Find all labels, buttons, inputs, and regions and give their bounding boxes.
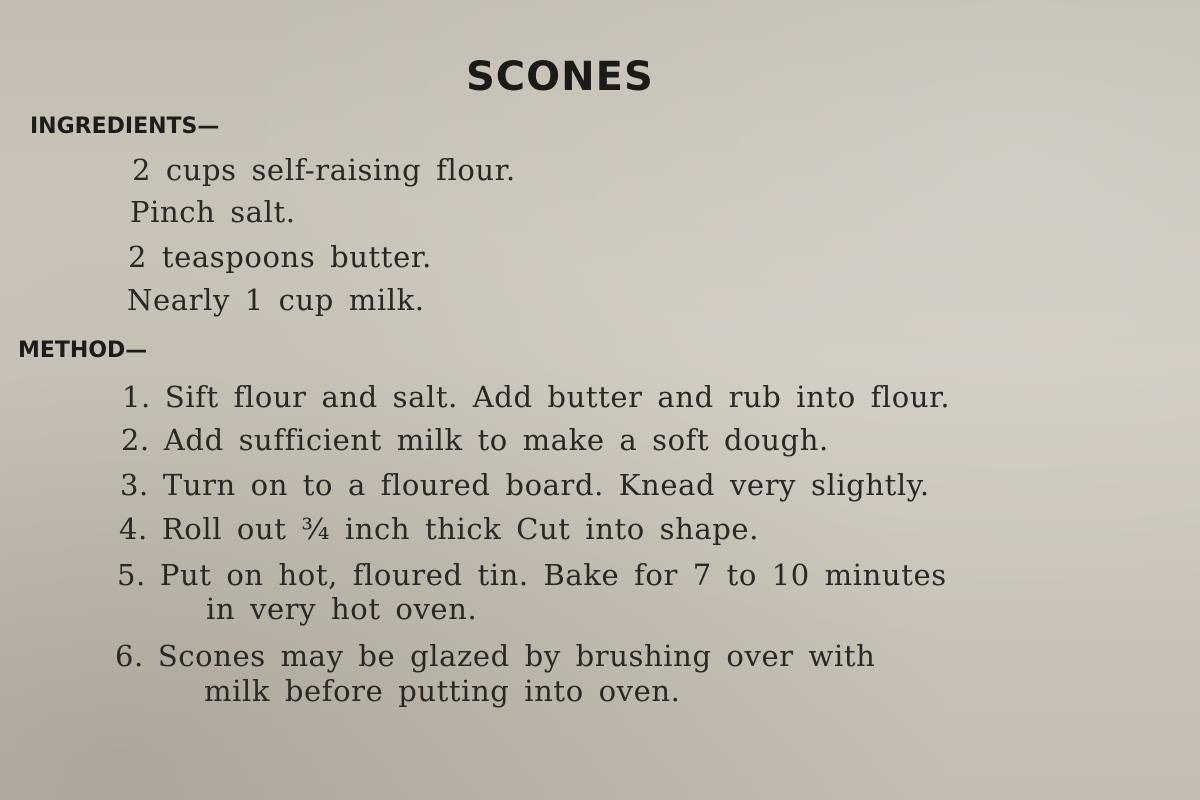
step-text: Turn on to a floured board. Knead very slightly.	[162, 468, 930, 502]
step-number: 1.	[122, 380, 151, 414]
step-number: 4.	[119, 512, 148, 546]
step-text: Roll out ¾ inch thick Cut into shape.	[161, 512, 760, 546]
ingredient-item: 2 teaspoons butter.	[128, 240, 432, 274]
recipe-title: SCONES	[466, 54, 654, 100]
ingredient-item: Nearly 1 cup milk.	[127, 283, 425, 317]
step-text: Add sufficient milk to make a soft dough.	[163, 423, 829, 457]
method-step	[120, 468, 930, 502]
step-continuation: in very hot oven.	[206, 592, 478, 626]
ingredient-item: 2 cups self-raising flour.	[132, 153, 516, 187]
step-continuation: milk before putting into oven.	[204, 674, 681, 708]
method-step	[115, 639, 875, 673]
step-text: Sift flour and salt. Add butter and rub into flour.	[164, 380, 951, 414]
method-step	[122, 380, 950, 414]
method-step	[117, 558, 947, 592]
step-text: Scones may be glazed by brushing over with	[157, 639, 876, 673]
step-text: Put on hot, floured tin. Bake for 7 to 10 minutes	[159, 558, 947, 592]
ingredients-heading: INGREDIENTS—	[30, 114, 220, 139]
ingredient-item: Pinch salt.	[130, 195, 296, 229]
step-number: 5.	[117, 558, 146, 592]
method-heading: METHOD—	[18, 338, 148, 363]
step-number: 2.	[121, 423, 150, 457]
step-number: 6.	[115, 639, 144, 673]
step-number: 3.	[120, 468, 149, 502]
method-step	[119, 512, 759, 546]
method-step	[121, 423, 829, 457]
